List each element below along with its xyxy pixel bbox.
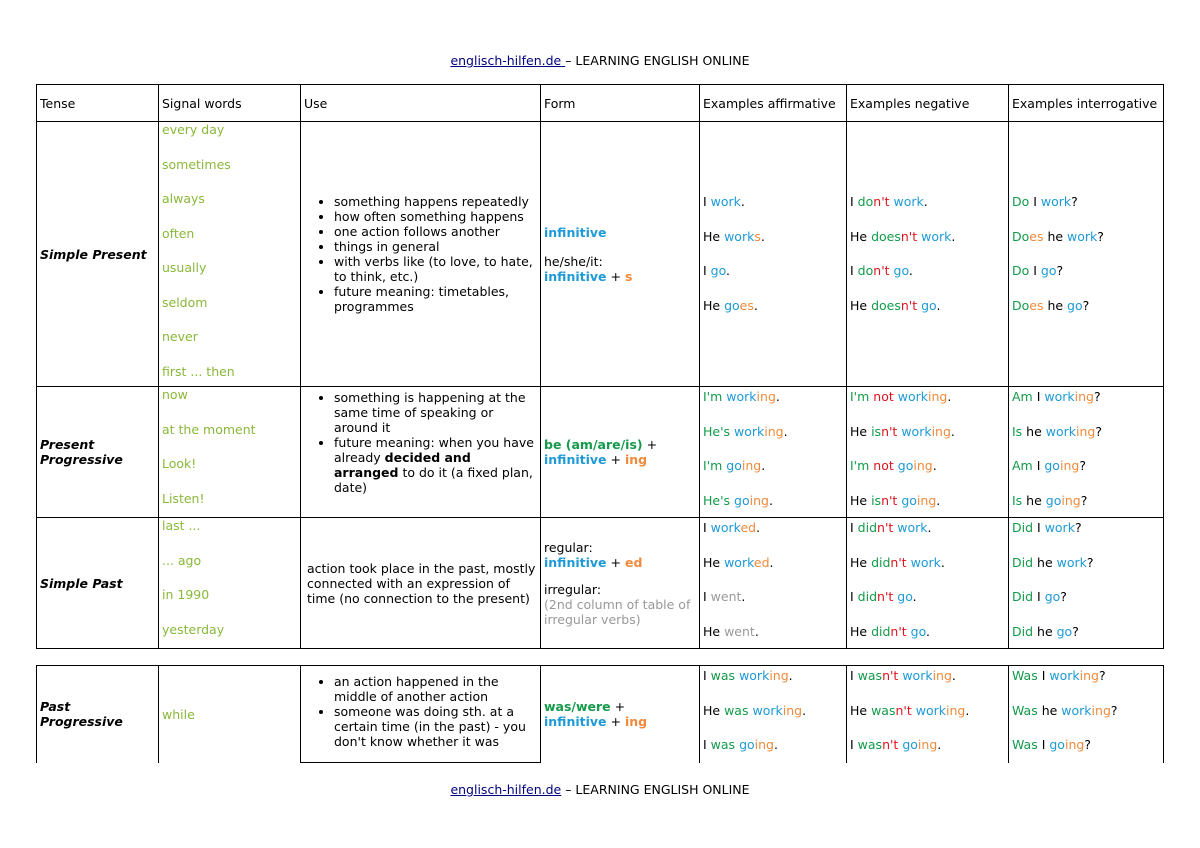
examples-affirmative: I was working. He was working. I was going. (700, 666, 847, 763)
site-link[interactable]: englisch-hilfen.de (450, 782, 562, 797)
use-cell: action took place in the past, mostly connected with an expression of time (no connection to the present) (301, 518, 541, 649)
signal-word: now (162, 387, 188, 402)
form-plus: + (610, 452, 621, 467)
tense-name: Present Progressive (37, 387, 159, 518)
signal-word: Look! (162, 456, 197, 471)
form-suffix: s (624, 268, 633, 284)
use-cell (301, 387, 541, 518)
examples-interrogative: Am I working? Is he working? Am I going? Is he going? (1009, 387, 1164, 518)
form-plus: + (610, 554, 621, 570)
signal-word: sometimes (162, 156, 231, 172)
tenses-table (36, 84, 1164, 649)
site-link[interactable]: englisch-hilfen.de (450, 53, 566, 68)
examples-interrogative: Do I work? Does he work? Do I go? Does he go? (1009, 122, 1164, 387)
form-plus: + (610, 268, 621, 284)
col-negative: Examples negative (847, 85, 1009, 122)
use-cell (301, 666, 541, 763)
col-signal-words: Signal words (159, 85, 301, 122)
header-suffix: – LEARNING ENGLISH ONLINE (565, 53, 750, 68)
use-cell (301, 122, 541, 387)
form-cell (541, 666, 700, 763)
signal-words (159, 387, 301, 518)
form-suffix: ed (624, 554, 643, 570)
form-infinitive: infinitive (544, 268, 607, 284)
use-item: • how often something happens (334, 209, 537, 224)
page-header (0, 53, 1200, 68)
examples-affirmative: I worked. He worked. I went. He went. (700, 518, 847, 649)
signal-words (159, 122, 301, 387)
table-header-row (37, 85, 1164, 122)
signal-word: ... ago (162, 552, 202, 568)
form-cell (541, 387, 700, 518)
col-interrogative: Examples interrogative (1009, 85, 1164, 122)
form-plus: + (646, 437, 658, 452)
signal-words: while (159, 666, 301, 763)
row-past-progressive (37, 666, 1164, 763)
use-item: • something is happening at the same time of speaking or around it (334, 390, 537, 435)
examples-affirmative: I work. He works. I go. He goes. (700, 122, 847, 387)
use-item: • someone was doing sth. at a certain time (in the past) - you don't know whether it was (334, 704, 537, 749)
col-affirmative: Examples affirmative (700, 85, 847, 122)
examples-negative: I don't work. He doesn't work. I don't go. He doesn't go. (847, 122, 1009, 387)
form-irregular-note: (2nd column of table of irregular verbs) (544, 596, 691, 627)
use-item: • future meaning: timetables, programmes (334, 284, 537, 314)
signal-words (159, 518, 301, 649)
use-item: • things in general (334, 239, 537, 254)
signal-word: Listen! (162, 490, 205, 506)
form-infinitive: infinitive (544, 452, 607, 467)
tenses-table-continued (36, 665, 1164, 763)
form-plus: + (614, 699, 626, 715)
footer-suffix: – LEARNING ENGLISH ONLINE (561, 782, 750, 797)
form-subject: he/she/it: (544, 253, 603, 269)
form-regular-label: regular: (544, 539, 593, 555)
signal-word: yesterday (162, 621, 225, 637)
examples-negative: I'm not working. He isn't working. I'm not going. He isn't going. (847, 387, 1009, 518)
form-suffix: ing (624, 714, 648, 730)
form-cell (541, 122, 700, 387)
form-suffix: ing (624, 452, 648, 467)
tense-name: Simple Past (37, 518, 159, 649)
row-present-progressive (37, 387, 1164, 518)
signal-word: every day (162, 122, 225, 137)
col-use: Use (301, 85, 541, 122)
signal-word: always (162, 191, 205, 206)
signal-word: in 1990 (162, 587, 210, 602)
page-footer (0, 782, 1200, 797)
form-plus: + (610, 714, 621, 730)
examples-interrogative: Was I working? Was he working? Was I going? (1009, 666, 1164, 763)
signal-word: often (162, 225, 195, 241)
col-form: Form (541, 85, 700, 122)
examples-negative: I didn't work. He didn't work. I didn't go. He didn't go. (847, 518, 1009, 649)
signal-word: at the moment (162, 421, 256, 437)
signal-word: seldom (162, 294, 208, 310)
use-item: • something happens repeatedly (334, 194, 537, 209)
form-be: was/were (544, 699, 611, 715)
tense-name: Past Progressive (37, 666, 159, 763)
row-simple-present (37, 122, 1164, 387)
form-infinitive: infinitive (544, 554, 607, 570)
use-item: • future meaning: when you have already decided and arranged to do it (a fixed plan, date) (334, 435, 537, 495)
examples-negative: I wasn't working. He wasn't working. I wasn't going. (847, 666, 1009, 763)
use-item: • an action happened in the middle of another action (334, 674, 537, 704)
col-tense: Tense (37, 85, 159, 122)
form-be: be (am/are/is) (544, 437, 643, 452)
use-item: • one action follows another (334, 224, 537, 239)
signal-word: usually (162, 260, 207, 275)
form-cell (541, 518, 700, 649)
examples-affirmative: I'm working. He's working. I'm going. He's going. (700, 387, 847, 518)
use-item: • with verbs like (to love, to hate, to think, etc.) (334, 254, 537, 284)
signal-word: first ... then (162, 363, 235, 379)
signal-word: last ... (162, 518, 201, 533)
signal-word: never (162, 329, 198, 344)
form-irregular-label: irregular: (544, 581, 602, 597)
form-infinitive: infinitive (544, 714, 607, 730)
examples-interrogative: Did I work? Did he work? Did I go? Did he go? (1009, 518, 1164, 649)
tense-name: Simple Present (37, 122, 159, 387)
form-infinitive: infinitive (544, 224, 607, 240)
row-simple-past (37, 518, 1164, 649)
